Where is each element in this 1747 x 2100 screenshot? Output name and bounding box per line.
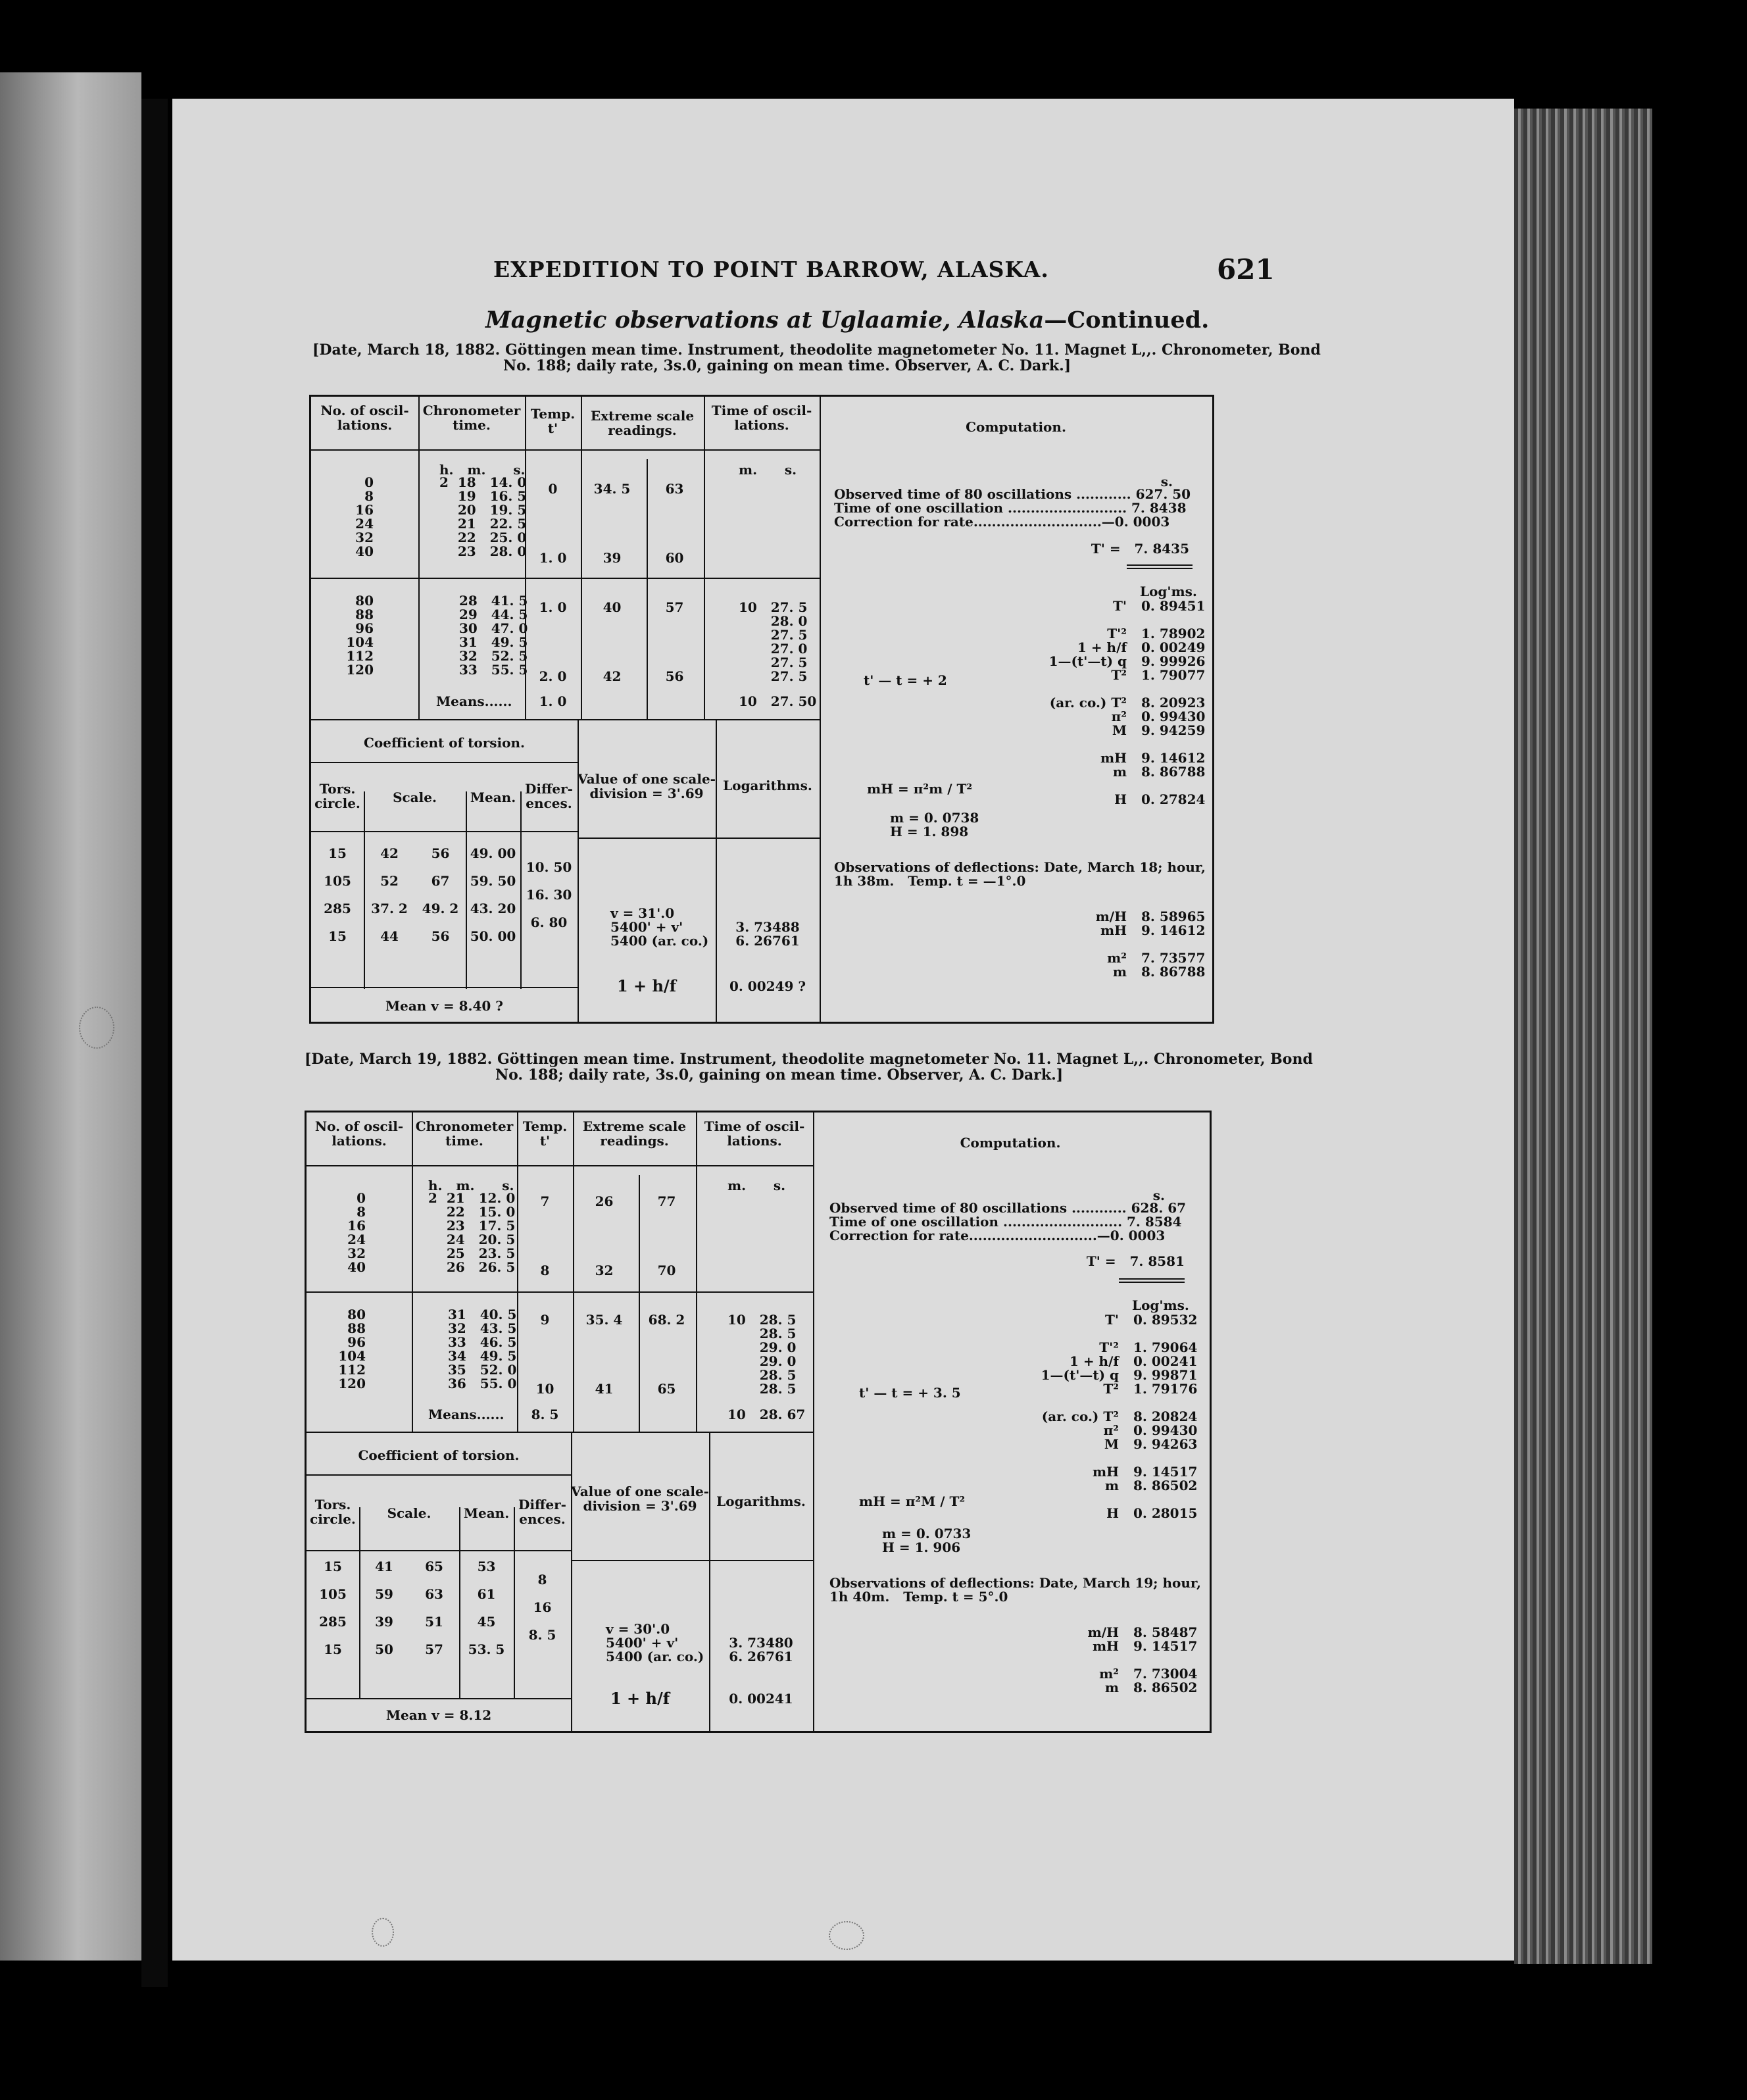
means-label: Means...... bbox=[436, 693, 512, 709]
scaleA-col-1: 26 32 bbox=[595, 1193, 614, 1278]
chron-col-2: 28 41. 5 29 44. 5 30 47. 0 31 49. 5 32 52. 5 33 55. 5 bbox=[459, 593, 528, 678]
m-H-values: m = 0. 0733 H = 1. 906 bbox=[882, 1526, 972, 1555]
means-temp: 8. 5 bbox=[531, 1407, 559, 1422]
scaleB-col-2: 57 56 bbox=[665, 599, 684, 684]
header-scale: Extreme scale readings. bbox=[582, 1118, 687, 1149]
header-temp: Temp. t' bbox=[530, 406, 576, 436]
time-col-2: 10 27. 5 28. 0 27. 5 27. 0 27. 5 27. 5 bbox=[739, 599, 808, 684]
log-header-torsion: Logarithms. bbox=[723, 778, 812, 793]
tors-scale-header: Scale. bbox=[393, 789, 437, 805]
deflection-note: Observations of deflections: Date, March 19; hour, 1h 40m. Temp. t = 5°.0 bbox=[829, 1575, 1201, 1605]
log-lines: 3. 73488 6. 26761 bbox=[735, 919, 800, 949]
log-labels: T' T'² 1 + h/f 1—(t'—t) q T² (ar. co.) T² π² M mH m H bbox=[1041, 1312, 1119, 1521]
scaleA-col-1: 34. 5 39 bbox=[593, 481, 631, 566]
time-col-2: 10 28. 5 28. 5 29. 0 29. 0 28. 5 28. 5 bbox=[727, 1312, 797, 1397]
log-values: 0. 89451 1. 78902 0. 00249 9. 99926 1. 79077 8. 20923 0. 99430 9. 94259 9. 14612 8. 86788 0. 27824 bbox=[1141, 598, 1206, 807]
osc-col-2: 80 88 96 104 112 120 bbox=[338, 1307, 366, 1391]
means-time: 10 27. 50 bbox=[739, 693, 817, 709]
defl-values: 8. 58487 9. 14517 7. 73004 8. 86502 bbox=[1133, 1624, 1198, 1695]
tors-mean-v: Mean v = 8.12 bbox=[385, 1707, 492, 1723]
tors-circle-col: 15 105 285 15 bbox=[324, 845, 351, 944]
header-chronometer: Chronometer time. bbox=[415, 1118, 514, 1149]
t-prime: T' = 7. 8435 bbox=[1091, 541, 1189, 557]
temp-col-1: 0 1. 0 bbox=[539, 481, 567, 566]
header-computation: Computation. bbox=[966, 419, 1066, 435]
log-lines: 3. 73480 6. 26761 bbox=[729, 1635, 793, 1664]
table2 bbox=[305, 1111, 1212, 1733]
mH-formula: mH = π²M / T² bbox=[859, 1493, 966, 1509]
t-diff: t' — t = + 3. 5 bbox=[859, 1385, 961, 1401]
log-values: 0. 89532 1. 79064 0. 00241 9. 99871 1. 79176 8. 20824 0. 99430 9. 94263 9. 14517 8. 86502 0. 28015 bbox=[1133, 1312, 1198, 1521]
stain-mark bbox=[372, 1918, 394, 1947]
log-header-torsion: Logarithms. bbox=[716, 1493, 806, 1509]
table2-note-line1: [Date, March 19, 1882. Göttingen mean time. Instrument, theodolite magnetometer No. 11. Magnet L,,. Chronometer, Bond bbox=[305, 1051, 1313, 1068]
osc-col-1: 0 8 16 24 32 40 bbox=[355, 474, 374, 559]
obs-unit: s. bbox=[1152, 1188, 1165, 1203]
defl-labels: m/H mH m² m bbox=[1087, 1624, 1119, 1695]
tors-diff-header: Differ- ences. bbox=[525, 781, 573, 811]
defl-values: 8. 58965 9. 14612 7. 73577 8. 86788 bbox=[1141, 909, 1206, 980]
value-scale-header: Value of one scale- division = 3'.69 bbox=[571, 1484, 709, 1514]
means-label: Means...... bbox=[428, 1407, 504, 1422]
left-page-edge bbox=[0, 72, 141, 1961]
header-temp: Temp. t' bbox=[522, 1118, 568, 1149]
subtitle bbox=[485, 307, 1209, 334]
tors-circle-header: Tors. circle. bbox=[314, 781, 360, 811]
tors-mean-col: 49. 00 59. 50 43. 20 50. 00 bbox=[470, 845, 516, 944]
chron-col-2: 31 40. 5 32 43. 5 33 46. 5 34 49. 5 35 52. 0 36 55. 0 bbox=[448, 1307, 517, 1391]
scaleA-col-2: 35. 4 41 bbox=[585, 1312, 623, 1397]
obs-unit: s. bbox=[1160, 474, 1173, 489]
tors-scale1-col: 42 52 37. 2 44 bbox=[371, 845, 408, 944]
m-H-values: m = 0. 0738 H = 1. 898 bbox=[890, 810, 979, 839]
table1-note-line1: [Date, March 18, 1882. Göttingen mean time. Instrument, theodolite magnetometer No. 11. Magnet L,,. Chronometer, Bond bbox=[312, 341, 1321, 359]
table2-note bbox=[305, 1051, 1313, 1083]
subtitle-italic: Magnetic observations at Uglaamie, Alaska bbox=[485, 307, 1045, 334]
osc-col-2: 80 88 96 104 112 120 bbox=[346, 593, 374, 678]
page-number: 621 bbox=[1217, 253, 1275, 286]
header-oscillations: No. of oscil- lations. bbox=[314, 1118, 404, 1149]
one-plus-log: 0. 00241 bbox=[729, 1691, 793, 1707]
mH-formula: mH = π²m / T² bbox=[867, 781, 973, 797]
one-plus-log: 0. 00249 ? bbox=[729, 978, 806, 994]
value-lines: v = 30'.0 5400' + v' 5400 (ar. co.) bbox=[606, 1621, 704, 1664]
chron-col-1: 2 18 14. 0 19 16. 5 20 19. 5 21 22. 5 22 25. 0 23 28. 0 bbox=[439, 474, 527, 559]
obs-lines: Observed time of 80 oscillations ............ 627. 50 Time of one oscillation .......................... 7. 8438 Correction for rate............................—0. 0003 bbox=[834, 486, 1191, 530]
stain-mark bbox=[829, 1921, 864, 1950]
scaleB-col-1: 77 70 bbox=[657, 1193, 676, 1278]
temp-col-1: 7 8 bbox=[540, 1193, 550, 1278]
table1-note bbox=[312, 342, 1321, 374]
obs-lines: Observed time of 80 oscillations ............ 628. 67 Time of one oscillation .......................... 7. 8584 Correction for rate............................—0. 0003 bbox=[829, 1200, 1187, 1243]
deflection-note: Observations of deflections: Date, March 18; hour, 1h 38m. Temp. t = —1°.0 bbox=[834, 859, 1206, 889]
table1-note-line2: No. 188; daily rate, 3s.0, gaining on mean time. Observer, A. C. Dark.] bbox=[503, 357, 1071, 374]
torsion-title: Coefficient of torsion. bbox=[358, 1447, 520, 1463]
tors-scale2-col: 56 67 49. 2 56 bbox=[422, 845, 459, 944]
header-chronometer: Chronometer time. bbox=[422, 403, 521, 433]
subtitle-rest: —Continued. bbox=[1044, 307, 1210, 334]
one-plus-h-f: 1 + h/f bbox=[616, 976, 677, 995]
t-prime: T' = 7. 8581 bbox=[1086, 1253, 1185, 1269]
chron-units: h. m. s. bbox=[439, 462, 526, 478]
running-head: EXPEDITION TO POINT BARROW, ALASKA. bbox=[493, 257, 1049, 282]
tors-scale1-col: 41 59 39 50 bbox=[375, 1559, 393, 1657]
header-oscillations: No. of oscil- lations. bbox=[320, 403, 409, 433]
tors-circle-col: 15 105 285 15 bbox=[319, 1559, 347, 1657]
header-time: Time of oscil- lations. bbox=[711, 403, 812, 433]
temp-col-2: 1. 0 2. 0 bbox=[539, 599, 567, 684]
tors-mean-v: Mean v = 8.40 ? bbox=[385, 998, 504, 1014]
tors-diff-col: 8 16 8. 5 bbox=[528, 1572, 556, 1643]
stain-mark bbox=[79, 1007, 114, 1049]
scaleA-col-2: 40 42 bbox=[603, 599, 622, 684]
log-labels: T' T'² 1 + h/f 1—(t'—t) q T² (ar. co.) T² π² M mH m H bbox=[1048, 598, 1127, 807]
tors-circle-header: Tors. circle. bbox=[310, 1497, 356, 1527]
means-temp: 1. 0 bbox=[539, 693, 567, 709]
t-diff: t' — t = + 2 bbox=[864, 672, 947, 688]
book-gutter bbox=[141, 99, 168, 1987]
scaleB-col-1: 63 60 bbox=[665, 481, 684, 566]
scaleB-col-2: 68. 2 65 bbox=[648, 1312, 685, 1397]
header-computation: Computation. bbox=[960, 1135, 1061, 1151]
value-scale-header: Value of one scale- division = 3'.69 bbox=[578, 771, 716, 801]
tors-scale-header: Scale. bbox=[387, 1505, 431, 1521]
defl-labels: m/H mH m² m bbox=[1095, 909, 1127, 980]
table1 bbox=[309, 395, 1214, 1024]
time-units: m. s. bbox=[727, 1178, 786, 1193]
tors-diff-header: Differ- ences. bbox=[518, 1497, 566, 1527]
header-scale: Extreme scale readings. bbox=[590, 408, 695, 438]
tors-mean-header: Mean. bbox=[463, 1505, 510, 1521]
temp-col-2: 9 10 bbox=[535, 1312, 554, 1397]
value-lines: v = 31'.0 5400' + v' 5400 (ar. co.) bbox=[610, 905, 709, 949]
logms-header: Log'ms. bbox=[1132, 1297, 1189, 1313]
page-stack-edge bbox=[1514, 109, 1652, 1964]
chron-col-1: 2 21 12. 0 22 15. 0 23 17. 5 24 20. 5 25 23. 5 26 26. 5 bbox=[428, 1190, 516, 1275]
one-plus-h-f: 1 + h/f bbox=[610, 1689, 670, 1708]
tors-mean-header: Mean. bbox=[470, 789, 516, 805]
table2-note-line2: No. 188; daily rate, 3s.0, gaining on mean time. Observer, A. C. Dark.] bbox=[495, 1066, 1064, 1084]
chron-units: h. m. s. bbox=[428, 1178, 514, 1193]
means-time: 10 28. 67 bbox=[727, 1407, 806, 1422]
time-units: m. s. bbox=[739, 462, 797, 478]
tors-scale2-col: 65 63 51 57 bbox=[425, 1559, 443, 1657]
tors-mean-col: 53 61 45 53. 5 bbox=[468, 1559, 505, 1657]
tors-diff-col: 10. 50 16. 30 6. 80 bbox=[526, 859, 572, 930]
osc-col-1: 0 8 16 24 32 40 bbox=[347, 1190, 366, 1275]
torsion-title: Coefficient of torsion. bbox=[364, 735, 525, 751]
header-time: Time of oscil- lations. bbox=[704, 1118, 805, 1149]
logms-header: Log'ms. bbox=[1140, 584, 1197, 599]
